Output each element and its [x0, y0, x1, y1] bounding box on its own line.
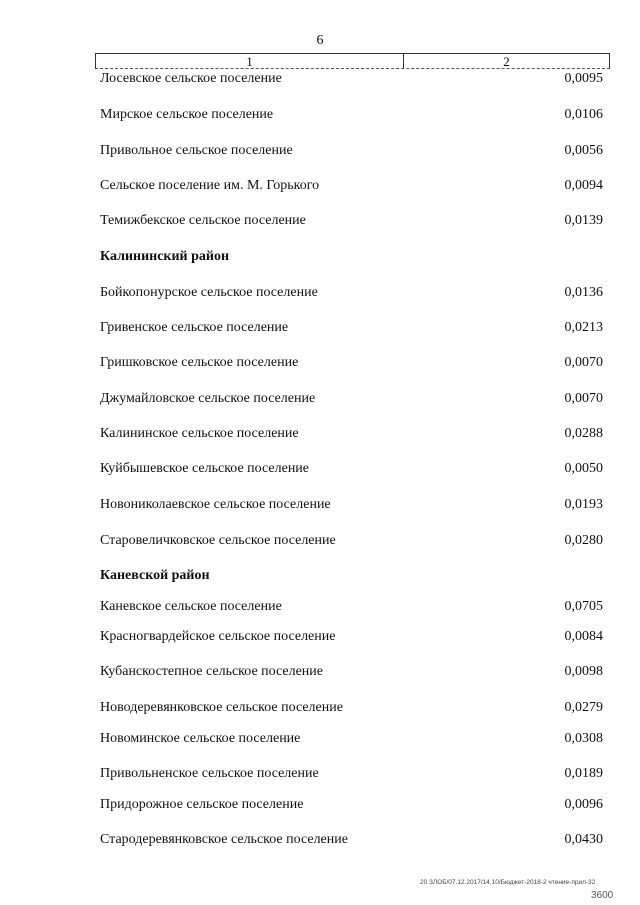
- settlement-value: 0,0056: [564, 143, 603, 158]
- table-row: [100, 460, 603, 478]
- settlement-value: 0,0279: [564, 700, 603, 715]
- settlement-value: 0,0096: [564, 797, 603, 812]
- table-row: [100, 730, 603, 748]
- settlement-name: Привольное сельское поселение: [100, 143, 293, 158]
- settlement-name: Калининское сельское поселение: [100, 426, 299, 441]
- settlement-value: 0,0050: [564, 461, 603, 476]
- table-row: [100, 106, 603, 124]
- table-row: [100, 628, 603, 646]
- table-row: [100, 284, 603, 302]
- table-row: [100, 663, 603, 681]
- settlement-name: Красногвардейское сельское поселение: [100, 629, 336, 644]
- settlement-value: 0,0705: [564, 599, 603, 614]
- settlement-name: Джумайловское сельское поселение: [100, 391, 316, 406]
- page-number: 6: [316, 33, 324, 48]
- table-row: [100, 390, 603, 408]
- section-heading: [100, 248, 603, 266]
- settlement-name: Бойкопонурское сельское поселение: [100, 285, 318, 300]
- footer-number: 3600: [591, 890, 614, 901]
- table-header-col1: 1: [96, 54, 404, 68]
- settlement-name: Мирское сельское поселение: [100, 107, 274, 122]
- section-heading: [100, 567, 603, 585]
- settlement-value: 0,0430: [564, 832, 603, 847]
- table-row: [100, 354, 603, 372]
- footer-stamp: 20 ЗЛОБ/07.12.2017/14.10/Бюджет-2018-2 чтение-прил-32: [420, 879, 596, 886]
- settlement-value: 0,0213: [564, 320, 603, 335]
- settlement-name: Сельское поселение им. М. Горького: [100, 178, 320, 193]
- settlement-value: 0,0136: [564, 285, 603, 300]
- table-row: [100, 598, 603, 616]
- settlement-value: 0,0288: [564, 426, 603, 441]
- settlement-name: Гришковское сельское поселение: [100, 355, 299, 370]
- settlement-name: Каневское сельское поселение: [100, 599, 282, 614]
- settlement-name: Привольненское сельское поселение: [100, 766, 319, 781]
- settlement-value: 0,0308: [564, 731, 603, 746]
- settlement-name: Придорожное сельское поселение: [100, 797, 304, 812]
- settlement-name: Гривенское сельское поселение: [100, 320, 289, 335]
- table-row: [100, 212, 603, 230]
- settlement-value: 0,0070: [564, 391, 603, 406]
- settlement-value: 0,0070: [564, 355, 603, 370]
- table-row: [100, 425, 603, 443]
- settlement-value: 0,0280: [564, 533, 603, 548]
- settlement-value: 0,0139: [564, 213, 603, 228]
- settlement-value: 0,0095: [564, 71, 603, 86]
- table-row: [100, 177, 603, 195]
- table-row: [100, 532, 603, 550]
- settlement-name: Стародеревянковское сельское поселение: [100, 832, 348, 847]
- settlement-value: 0,0106: [564, 107, 603, 122]
- table-row: [100, 796, 603, 814]
- section-title: Каневской район: [100, 568, 210, 583]
- table-row: [100, 319, 603, 337]
- table-row: [100, 699, 603, 717]
- settlement-value: 0,0189: [564, 766, 603, 781]
- settlement-value: 0,0084: [564, 629, 603, 644]
- table-row: [100, 70, 603, 88]
- table-header-col2: 2: [503, 53, 510, 69]
- section-title: Калининский район: [100, 249, 230, 264]
- settlement-value: 0,0098: [564, 664, 603, 679]
- settlement-name: Новониколаевское сельское поселение: [100, 497, 331, 512]
- settlement-name: Новоминское сельское поселение: [100, 731, 301, 746]
- settlement-name: Темижбекское сельское поселение: [100, 213, 306, 228]
- table-row: [100, 142, 603, 160]
- settlement-name: Лосевское сельское поселение: [100, 71, 282, 86]
- table-row: [100, 496, 603, 514]
- settlement-value: 0,0193: [564, 497, 603, 512]
- table-row: [100, 831, 603, 849]
- settlement-name: Старовеличковское сельское поселение: [100, 533, 336, 548]
- settlement-name: Новодеревянковское сельское поселение: [100, 700, 343, 715]
- settlement-name: Кубанскостепное сельское поселение: [100, 664, 323, 679]
- settlement-name: Куйбышевское сельское поселение: [100, 461, 310, 476]
- table-row: [100, 765, 603, 783]
- settlement-value: 0,0094: [564, 178, 603, 193]
